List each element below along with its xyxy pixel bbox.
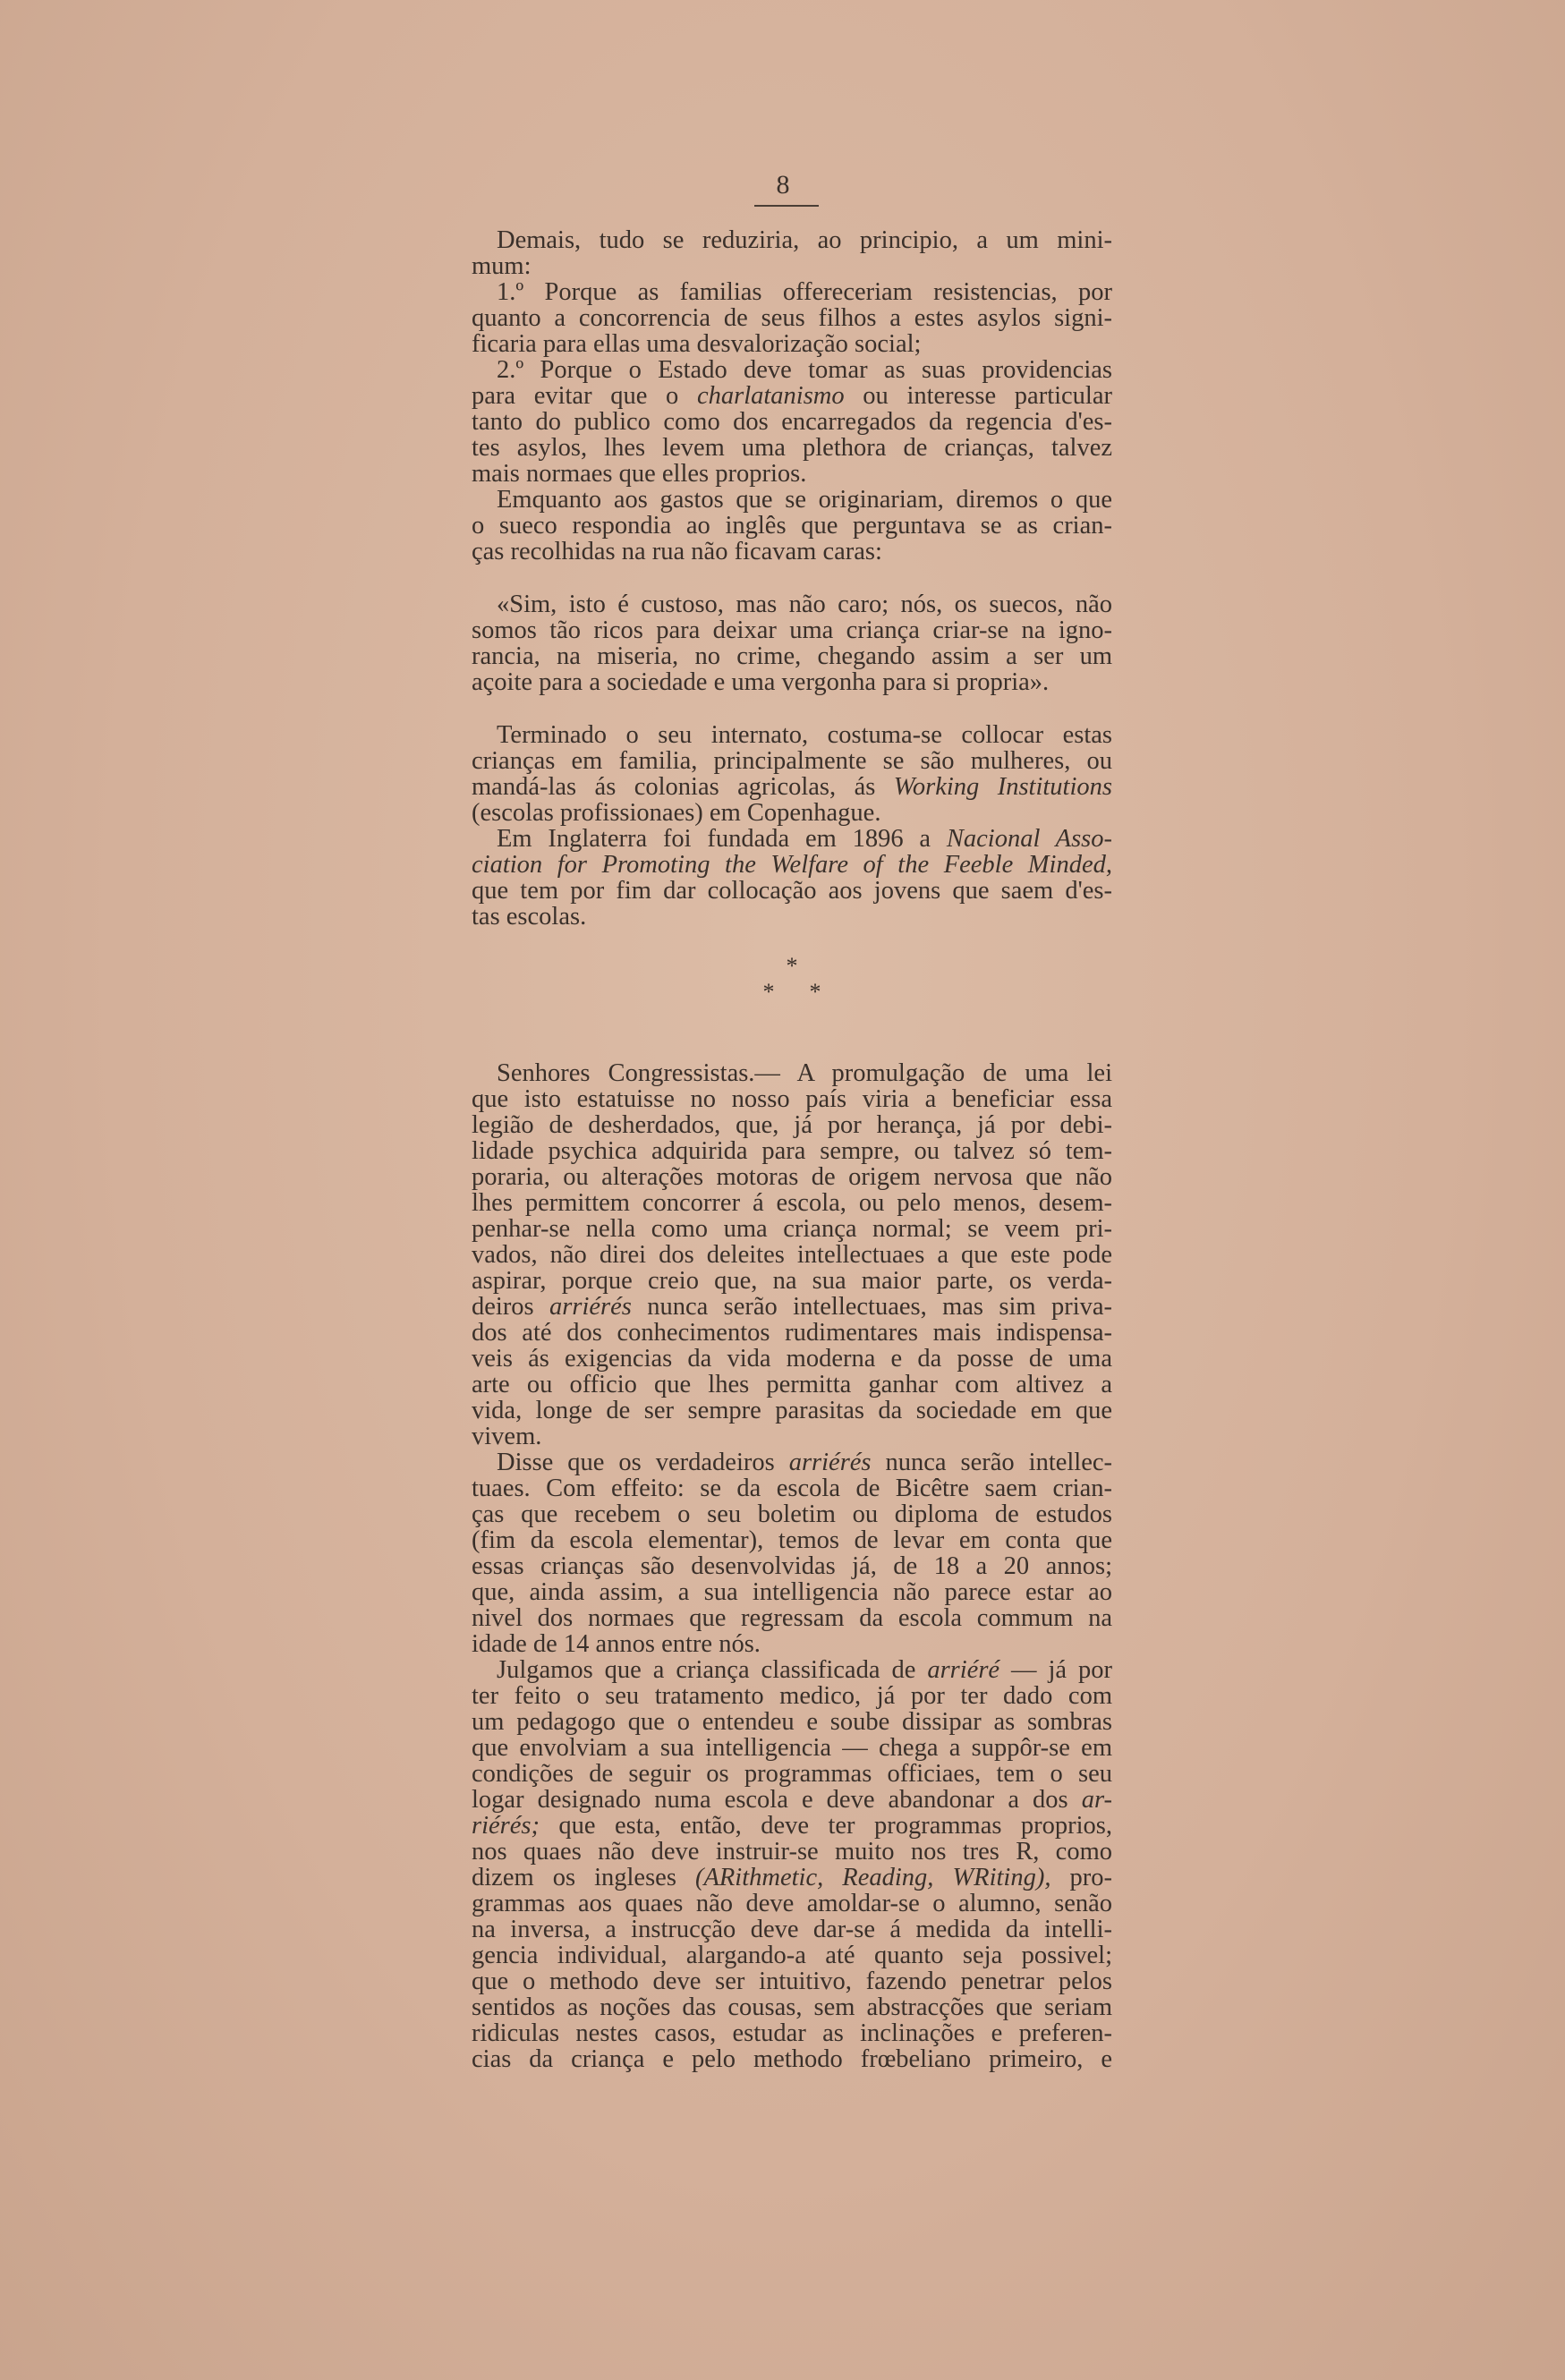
text-line: açoite para a sociedade e uma vergonha para si propria». xyxy=(472,668,1050,696)
text-line: poraria, ou alterações motoras de origem nervosa que não xyxy=(472,1163,1112,1191)
paragraph xyxy=(472,1449,1112,1657)
text-line: sentidos as noções das cousas, sem abstracções que seriam xyxy=(472,1993,1112,2021)
text-line: lhes permittem concorrer á escola, ou pelo menos, desem- xyxy=(472,1189,1112,1217)
paragraph xyxy=(472,279,1112,357)
paragraph xyxy=(472,227,1112,279)
text-line: 2.º Porque o Estado deve tomar as suas providencias xyxy=(497,356,1112,384)
text-line: tes asylos, lhes levem uma plethora de crianças, talvez xyxy=(472,434,1112,462)
section-separator-bottom: * * xyxy=(762,979,821,1005)
text-line: ças recolhidas na rua não ficavam caras: xyxy=(472,538,882,565)
text-line: ciation for Promoting the Welfare of the Feeble Minded, xyxy=(472,851,1112,879)
text-line: penhar-se nella como uma criança normal; se veem pri- xyxy=(472,1215,1112,1243)
text-line: condições de seguir os programmas officiaes, tem o seu xyxy=(472,1760,1112,1788)
text-line: mum: xyxy=(472,252,532,280)
text-line: idade de 14 annos entre nós. xyxy=(472,1630,761,1658)
text-line: mais normaes que elles proprios. xyxy=(472,460,807,488)
paragraph xyxy=(472,1060,1112,1449)
text-line: arte ou officio que lhes permitta ganhar com altivez a xyxy=(472,1371,1112,1398)
text-line: vados, não direi dos deleites intellectuaes a que este pode xyxy=(472,1241,1112,1269)
text-line: lidade psychica adquirida para sempre, ou talvez só tem- xyxy=(472,1137,1112,1165)
text-line: nivel dos normaes que regressam da escola commum na xyxy=(472,1604,1112,1632)
text-line: na inversa, a instrucção deve dar-se á medida da intelli- xyxy=(472,1916,1112,1943)
text-line: Senhores Congressistas.— A promulgação de uma lei xyxy=(497,1059,1112,1087)
text-line: rancia, na miseria, no crime, chegando assim a ser um xyxy=(472,642,1112,670)
body-text xyxy=(472,227,1112,2072)
paragraph xyxy=(472,826,1112,930)
text-line: mandá-las ás colonias agricolas, ás Working Institutions xyxy=(472,773,1112,801)
text-line: Disse que os verdadeiros arriérés nunca serão intellec- xyxy=(497,1449,1113,1476)
text-line: aspirar, porque creio que, na sua maior parte, os verda- xyxy=(472,1267,1112,1295)
page-number-rule xyxy=(754,205,819,207)
text-line: dizem os ingleses (ARithmetic, Reading, WRiting), pro- xyxy=(472,1864,1113,1891)
text-line: somos tão ricos para deixar uma criança criar-se na igno- xyxy=(472,616,1112,644)
text-line: veis ás exigencias da vida moderna e da posse de uma xyxy=(472,1345,1112,1373)
separator-gap xyxy=(472,930,1112,953)
text-line: logar designado numa escola e deve abandonar a dos ar- xyxy=(472,1786,1112,1814)
text-line: (fim da escola elementar), temos de levar em conta que xyxy=(472,1526,1112,1554)
text-line: que o methodo deve ser intuitivo, fazendo penetrar pelos xyxy=(472,1968,1112,1995)
text-line: tanto do publico como dos encarregados da regencia d'es- xyxy=(472,408,1112,436)
text-line: para evitar que o charlatanismo ou interesse particular xyxy=(472,382,1112,410)
section-separator-top: * xyxy=(786,953,798,979)
paragraph xyxy=(472,357,1112,487)
paragraph-gap xyxy=(472,695,1112,722)
text-line: Demais, tudo se reduziria, ao principio, a um mini- xyxy=(497,226,1112,254)
text-line: vida, longe de ser sempre parasitas da sociedade em que xyxy=(472,1397,1112,1424)
text-line: vivem. xyxy=(472,1423,542,1450)
paragraph-gap xyxy=(472,565,1112,591)
text-line: grammas aos quaes não deve amoldar-se o alumno, senão xyxy=(472,1890,1112,1917)
text-line: crianças em familia, principalmente se são mulheres, ou xyxy=(472,747,1112,775)
text-line: quanto a concorrencia de seus filhos a estes asylos signi- xyxy=(472,304,1112,332)
text-line: Terminado o seu internato, costuma-se collocar estas xyxy=(497,721,1112,749)
text-line: Emquanto aos gastos que se originariam, diremos o que xyxy=(497,486,1112,514)
text-line: um pedagogo que o entendeu e soube dissipar as sombras xyxy=(472,1708,1112,1736)
text-line: tas escolas. xyxy=(472,903,587,931)
text-line: deiros arriérés nunca serão intellectuaes, mas sim priva- xyxy=(472,1293,1112,1321)
text-line: ter feito o seu tratamento medico, já por ter dado com xyxy=(472,1682,1112,1710)
text-line: 1.º Porque as familias offereceriam resistencias, por xyxy=(497,278,1112,306)
text-line: dos até dos conhecimentos rudimentares mais indispensa- xyxy=(472,1319,1112,1347)
text-line: nos quaes não deve instruir-se muito nos tres R, como xyxy=(472,1838,1112,1866)
paragraph xyxy=(472,722,1112,826)
text-line: o sueco respondia ao inglês que perguntava se as crian- xyxy=(472,512,1112,540)
text-line: «Sim, isto é custoso, mas não caro; nós, os suecos, não xyxy=(497,591,1112,618)
text-line: essas crianças são desenvolvidas já, de 18 a 20 annos; xyxy=(472,1552,1112,1580)
text-line: (escolas profissionaes) em Copenhague. xyxy=(472,799,881,827)
page-number: 8 xyxy=(776,170,790,200)
text-line: ficaria para ellas uma desvalorização social; xyxy=(472,330,922,358)
paragraph xyxy=(472,591,1112,695)
text-line: que tem por fim dar collocação aos jovens que saem d'es- xyxy=(472,877,1112,905)
text-line: tuaes. Com effeito: se da escola de Bicêtre saem crian- xyxy=(472,1475,1112,1502)
text-line: que isto estatuisse no nosso país viria a beneficiar essa xyxy=(472,1085,1112,1113)
text-line: legião de desherdados, que, já por herança, já por debi- xyxy=(472,1111,1112,1139)
text-line: ridiculas nestes casos, estudar as inclinações e preferen- xyxy=(472,2019,1112,2047)
text-line: Julgamos que a criança classificada de arriéré — já por xyxy=(497,1656,1112,1684)
text-line: gencia individual, alargando-a até quanto seja possivel; xyxy=(472,1942,1112,1969)
text-line: que envolviam a sua intelligencia — chega a suppôr-se em xyxy=(472,1734,1112,1762)
text-line: riérés; que esta, então, deve ter programmas proprios, xyxy=(472,1812,1112,1840)
separator-gap xyxy=(472,1005,1112,1060)
text-line: cias da criança e pelo methodo frœbeliano primeiro, e xyxy=(472,2045,1112,2073)
paragraph xyxy=(472,487,1112,565)
text-line: ças que recebem o seu boletim ou diploma de estudos xyxy=(472,1500,1112,1528)
text-line: que, ainda assim, a sua intelligencia não parece estar ao xyxy=(472,1578,1112,1606)
text-line: Em Inglaterra foi fundada em 1896 a Nacional Asso- xyxy=(497,825,1112,853)
paragraph xyxy=(472,1657,1112,2072)
